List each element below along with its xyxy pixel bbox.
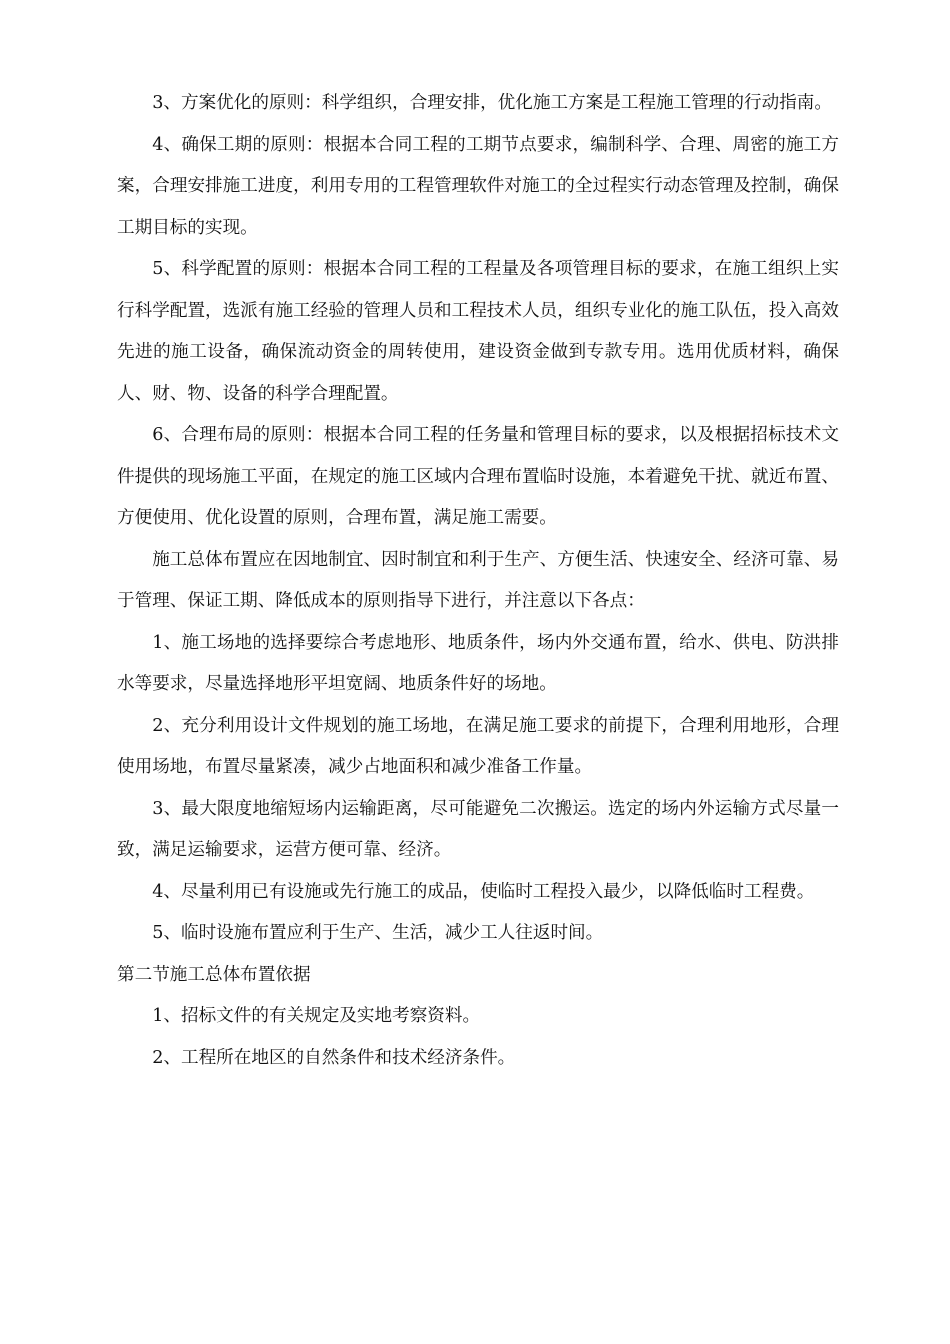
paragraph-principle-3: 3、方案优化的原则：科学组织，合理安排，优化施工方案是工程施工管理的行动指南。	[152, 93, 832, 113]
paragraph-point-2: 2、充分利用设计文件规划的施工场地，在满足施工要求的前提下，合理利用地形，合理使用场地，布置尽量紧凑，减少占地面积和减少准备工作量。	[117, 715, 839, 777]
paragraph-point-1: 1、施工场地的选择要综合考虑地形、地质条件，场内外交通布置，给水、供电、防洪排水等要求，尽量选择地形平坦宽阔、地质条件好的场地。	[117, 632, 839, 694]
section-item-1: 1、招标文件的有关规定及实地考察资料。	[152, 1006, 481, 1026]
section-heading: 第二节施工总体布置依据	[117, 964, 311, 985]
paragraph-point-5: 5、临时设施布置应利于生产、生活，减少工人往返时间。	[152, 923, 604, 943]
paragraph-principle-6: 6、合理布局的原则：根据本合同工程的任务量和管理目标的要求，以及根据招标技术文件提供的现场施工平面，在规定的施工区域内合理布置临时设施，本着避免干扰、就近布置、方便使用、优化设置的原则，合理布置，满足施工需要。	[117, 425, 839, 528]
paragraph-layout-intro: 施工总体布置应在因地制宜、因时制宜和利于生产、方便生活、快速安全、经济可靠、易于管理、保证工期、降低成本的原则指导下进行，并注意以下各点：	[117, 549, 839, 611]
paragraph-principle-4: 4、确保工期的原则：根据本合同工程的工期节点要求，编制科学、合理、周密的施工方案，合理安排施工进度，利用专用的工程管理软件对施工的全过程实行动态管理及控制，确保工期目标的实现。	[117, 134, 839, 238]
paragraph-principle-5: 5、科学配置的原则：根据本合同工程的工程量及各项管理目标的要求，在施工组织上实行科学配置，选派有施工经验的管理人员和工程技术人员，组织专业化的施工队伍，投入高效先进的施工设备，确保流动资金的周转使用，建设资金做到专款专用。选用优质材料，确保人、财、物、设备的科学合理配置。	[117, 259, 839, 404]
paragraph-point-4: 4、尽量利用已有设施或先行施工的成品，使临时工程投入最少，以降低临时工程费。	[152, 881, 815, 902]
section-item-2: 2、工程所在地区的自然条件和技术经济条件。	[152, 1047, 516, 1068]
document-body	[117, 83, 839, 1079]
paragraph-point-3: 3、最大限度地缩短场内运输距离，尽可能避免二次搬运。选定的场内外运输方式尽量一致，满足运输要求，运营方便可靠、经济。	[117, 798, 839, 860]
